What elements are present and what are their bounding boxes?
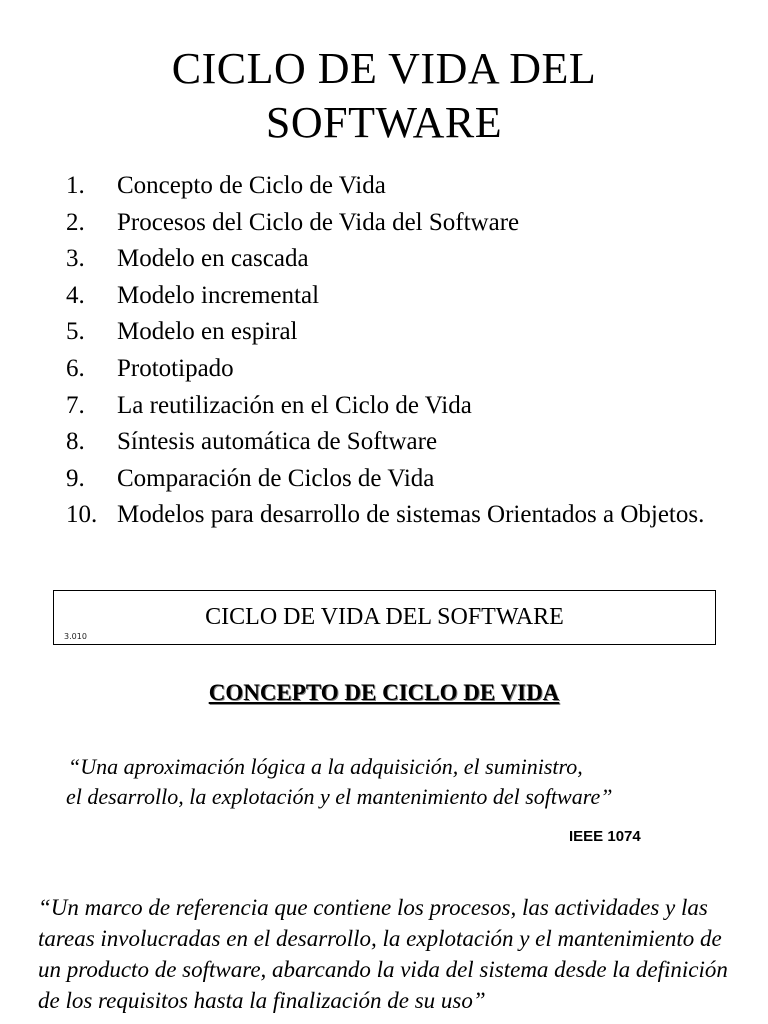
- list-item: [66, 241, 726, 278]
- table-of-contents: [66, 168, 726, 530]
- item-number: 10.: [66, 501, 98, 529]
- slide-code: 3.010: [64, 632, 87, 641]
- item-number: 7.: [66, 391, 85, 419]
- title-line-2: SOFTWARE: [265, 98, 503, 147]
- list-item: [66, 497, 726, 530]
- list-item: [66, 424, 726, 461]
- item-text: Modelo incremental: [117, 281, 320, 309]
- item-number: 4.: [66, 281, 85, 309]
- item-text: Modelos para desarrollo de sistemas Orientados a Objetos.: [117, 501, 705, 529]
- quote-source: IEEE 1074: [569, 828, 641, 845]
- item-text: Prototipado: [117, 354, 234, 382]
- item-number: 2.: [66, 208, 85, 236]
- item-number: 8.: [66, 428, 85, 456]
- item-text: La reutilización en el Ciclo de Vida: [117, 391, 472, 419]
- item-number: 6.: [66, 354, 85, 382]
- definition-quote-ieee: [68, 752, 748, 812]
- definition-quote-2: “Un marco de referencia que contiene los procesos, las actividades y las tareas involucradas en el desarrollo, la explotación y el mantenimiento de un producto de software, abarcando la vida del sistema desde la definición de los requisitos hasta la finalización de su uso”: [38, 895, 728, 1013]
- slide-header-box: [53, 590, 716, 645]
- item-number: 9.: [66, 464, 85, 492]
- item-text: Comparación de Ciclos de Vida: [117, 464, 435, 492]
- section-heading: CONCEPTO DE CICLO DE VIDA: [208, 680, 560, 705]
- quote-line-2: el desarrollo, la explotación y el mantenimiento del software”: [66, 784, 613, 809]
- item-text: Concepto de Ciclo de Vida: [117, 172, 386, 199]
- list-item: [66, 168, 726, 205]
- item-text: Modelo en espiral: [117, 318, 298, 346]
- quote-line-1: “Una aproximación lógica a la adquisición, el suministro,: [68, 754, 583, 779]
- item-number: 5.: [66, 318, 85, 346]
- item-number: 1.: [66, 172, 85, 199]
- list-item: [66, 278, 726, 315]
- list-item: [66, 314, 726, 351]
- title-line-1: CICLO DE VIDA DEL: [171, 44, 597, 93]
- list-item: [66, 388, 726, 425]
- box-title: CICLO DE VIDA DEL SOFTWARE: [205, 604, 564, 630]
- item-text: Síntesis automática de Software: [117, 428, 438, 456]
- list-item: [66, 205, 726, 242]
- page-title: [0, 42, 768, 150]
- item-text: Modelo en cascada: [117, 245, 309, 273]
- list-item: [66, 461, 726, 498]
- item-text: Procesos del Ciclo de Vida del Software: [117, 208, 520, 236]
- item-number: 3.: [66, 245, 85, 273]
- list-item: [66, 351, 726, 388]
